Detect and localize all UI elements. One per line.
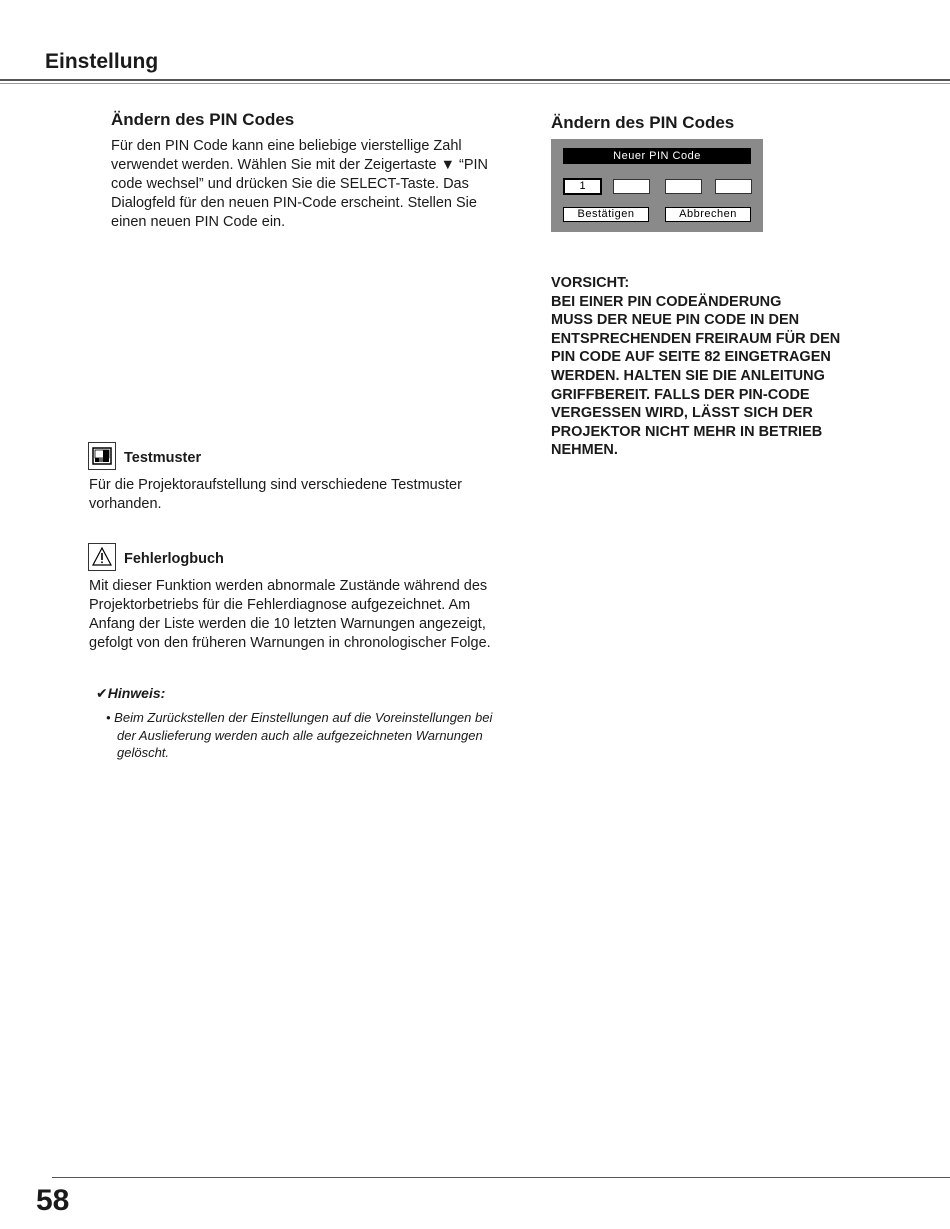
note-body (106, 709, 501, 762)
warning-icon (88, 543, 116, 571)
pin-digit-2[interactable] (613, 179, 650, 194)
note-heading: ✔Hinweis: (96, 685, 166, 701)
section-title: Einstellung (45, 50, 159, 73)
note-item: • Beim Zurückstellen der Einstellungen auf die Voreinstellungen bei der Auslieferung werden auch alle aufgezeichneten Warnungen gelöscht. (106, 710, 493, 760)
header-rule-thin (0, 83, 950, 84)
dialog-heading: Ändern des PIN Codes (551, 113, 735, 132)
test-pattern-icon (88, 442, 116, 470)
pin-digit-4[interactable] (715, 179, 752, 194)
pin-digit-1[interactable]: 1 (563, 178, 602, 195)
error-log-body: Mit dieser Funktion werden abnormale Zustände während des Projektorbetriebs für die Fehlerdiagnose aufgezeichnet. Am Anfang der Liste werden die 10 letzten Warnungen angezeigt, gefolgt von den früheren Warnungen in chronologischer Folge. (89, 578, 491, 651)
error-log-heading: Fehlerlogbuch (124, 551, 224, 567)
test-pattern-body: Für die Projektoraufstellung sind verschiedene Testmuster vorhanden. (89, 477, 462, 512)
pin-dialog (551, 139, 763, 232)
confirm-button[interactable]: Bestätigen (563, 207, 649, 222)
pin-change-heading: Ändern des PIN Codes (111, 110, 295, 129)
dialog-title: Neuer PIN Code (563, 148, 751, 164)
test-pattern-heading: Testmuster (124, 450, 202, 466)
page-number: 58 (36, 1184, 70, 1217)
footer-rule (52, 1177, 950, 1178)
pin-change-body: Für den PIN Code kann eine beliebige vierstellige Zahl verwendet werden. Wählen Sie mit der Zeigertaste ▼ “PIN code wechsel” und drücken Sie die SELECT-Taste. Das Dialogfeld für den neuen PIN-Code erscheint. Stellen Sie einen neuen PIN Code ein. (111, 138, 489, 230)
caution-text: VORSICHT: BEI EINER PIN CODEÄNDERUNG MUSS DER NEUE PIN CODE IN DEN ENTSPRECHENDEN FREIRAUM FÜR DEN PIN CODE AUF SEITE 82 EINGETRAGEN WERDEN. HALTEN SIE DIE ANLEITUNG GRIFFBEREIT. FALLS DER PIN-CODE VERGESSEN WIRD, LÄSST SICH DER PROJEKTOR NICHT MEHR IN BETRIEB NEHMEN. (551, 275, 841, 459)
pin-digit-3[interactable] (665, 179, 702, 194)
header-rule (0, 79, 950, 81)
cancel-button[interactable]: Abbrechen (665, 207, 751, 222)
